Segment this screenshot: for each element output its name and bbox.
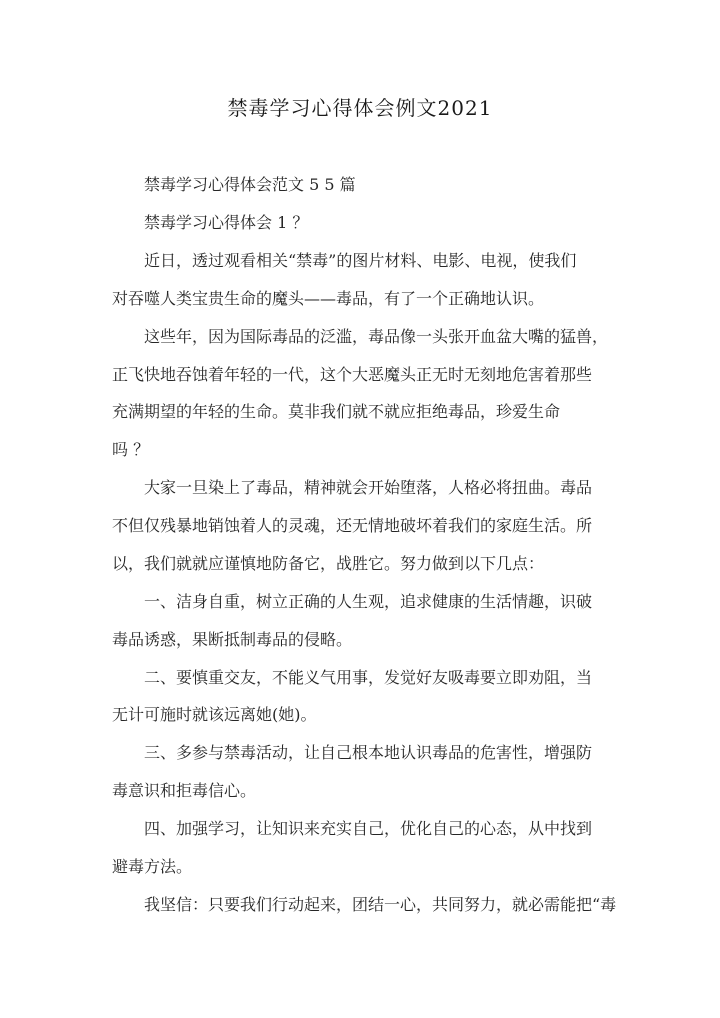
paragraph-line: 不但仅残暴地销蚀着人的灵魂，还无情地破坏着我们的家庭生活。所 xyxy=(112,516,593,535)
paragraph-line: 以，我们就就应谨慎地防备它，战胜它。努力做到以下几点： xyxy=(112,554,545,573)
paragraph-line: 正飞快地吞蚀着年轻的一代，这个大恶魔头正无时无刻地危害着那些 xyxy=(112,365,593,384)
paragraph-line: 避毒方法。 xyxy=(112,857,193,876)
paragraph-line: 吗 ？ xyxy=(112,440,150,459)
paragraph-line: 一、洁身自重，树立正确的人生观，追求健康的生活情趣，识破 xyxy=(144,592,593,611)
paragraph-line: 大家一旦染上了毒品，精神就会开始堕落，人格必将扭曲。毒品 xyxy=(144,478,593,497)
paragraph-line: 我坚信：只要我们行动起来，团结一心，共同努力，就必需能把“毒 xyxy=(144,895,617,914)
paragraph-line: 毒意识和拒毒信心。 xyxy=(112,781,257,800)
paragraph-line: 充满期望的年轻的生命。莫非我们就不就应拒绝毒品，珍爱生命 xyxy=(112,402,561,421)
paragraph-line: 近日，透过观看相关“禁毒”的图片材料、电影、电视，使我们 xyxy=(144,251,577,270)
paragraph-line: 禁毒学习心得体会范文 5 5 篇 xyxy=(144,175,356,194)
paragraph-line: 二、要慎重交友，不能义气用事，发觉好友吸毒要立即劝阻，当 xyxy=(144,668,593,687)
paragraph-line: 对吞噬人类宝贵生命的魔头——毒品，有了一个正确地认识。 xyxy=(112,289,545,308)
paragraph-line: 三、多参与禁毒活动，让自己根本地认识毒品的危害性，增强防 xyxy=(144,743,593,762)
document-title: 禁毒学习心得体会例文2021 xyxy=(227,96,493,120)
paragraph-line: 禁毒学习心得体会 1 ？ xyxy=(144,213,309,232)
paragraph-line: 毒品诱惑，果断抵制毒品的侵略。 xyxy=(112,630,353,649)
paragraph-line: 四、加强学习，让知识来充实自己，优化自己的心态，从中找到 xyxy=(144,819,593,838)
paragraph-line: 这些年，因为国际毒品的泛滥，毒品像一头张开血盆大嘴的猛兽， xyxy=(144,327,609,346)
paragraph-line: 无计可施时就该远离她(她)。 xyxy=(112,705,317,724)
